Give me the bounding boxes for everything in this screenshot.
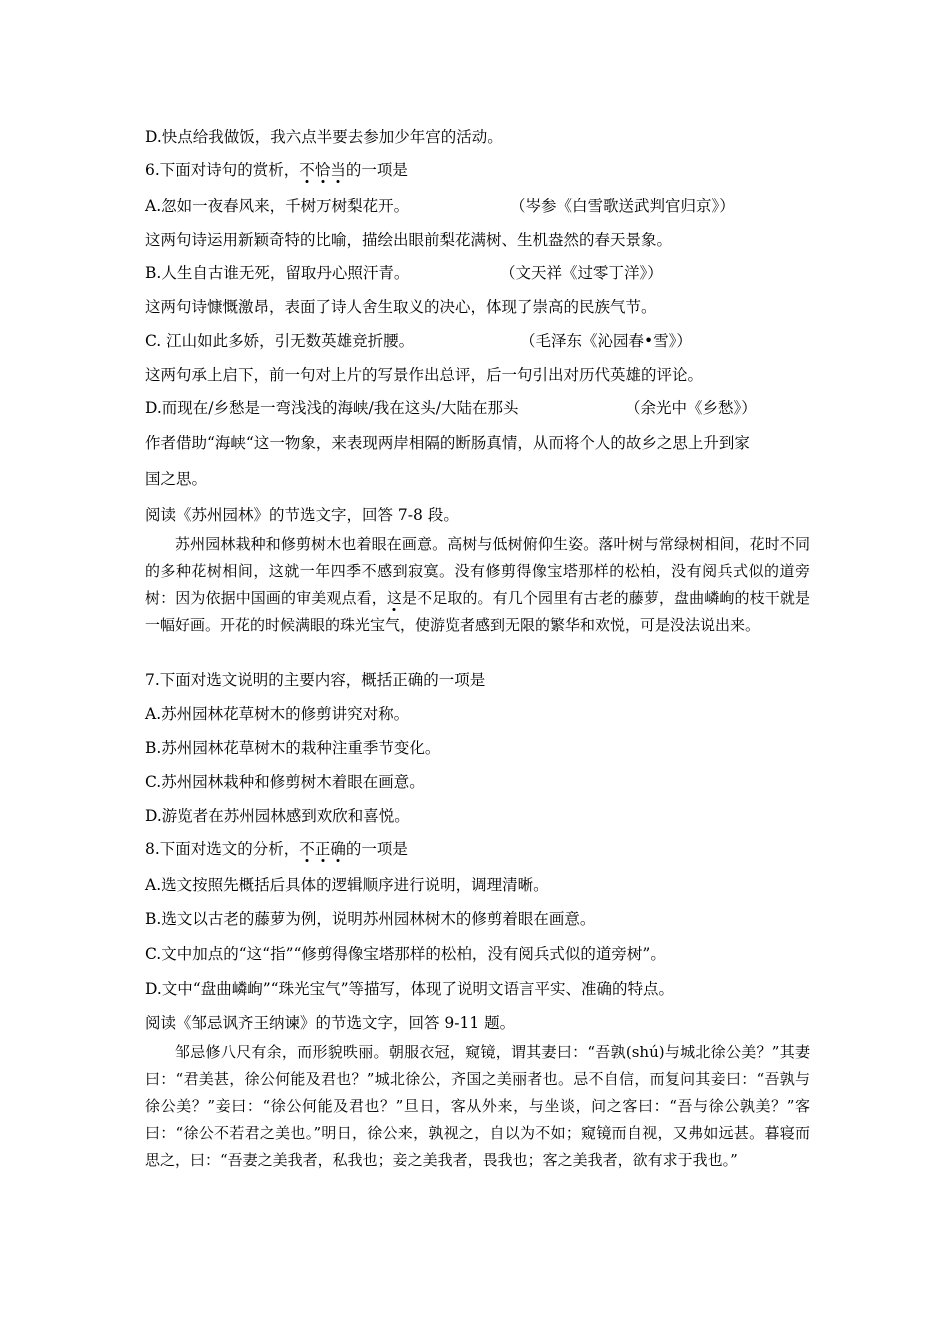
- q8-stem-suffix: 的一项是: [345, 840, 408, 858]
- q8-stem-emphasis-3: 确: [330, 840, 346, 858]
- reading1-passage-part-2: 是不足取的。有几个园里有古老的藤萝，盘曲嶙峋的枝干就是一幅好画。开花的时候满眼的珠光宝气，使游览者感到无限的繁华和欢悦，可是没法说出来。: [145, 589, 810, 634]
- reading1-passage: [145, 531, 810, 639]
- reading2-intro: 阅读《邹忌讽齐王纳谏》的节选文字，回答 9-11 题。: [145, 1014, 516, 1032]
- q6-option-b: [145, 263, 663, 283]
- q6-stem-emphasis-2: 恰: [314, 161, 331, 179]
- reading1-passage-part-1: 苏州园林栽种和修剪树木也着眼在画意。高树与低树俯仰生姿。落叶树与常绿树相间，花时不同的多种花树相间，这就一年四季不感到寂寞。没有修剪得像宝塔那样的松柏，没有阅兵式似的道旁树：因为依据中国画的审美观点看，: [145, 535, 810, 607]
- q6-stem-emphasis-3: 当: [330, 161, 346, 179]
- q6-option-c-text: C. 江山如此多娇，引无数英雄竞折腰。: [145, 332, 415, 350]
- q7-option-c: C.苏州园林栽种和修剪树木着眼在画意。: [145, 773, 425, 791]
- q6-stem-suffix: 的一项是: [345, 161, 408, 179]
- q6-option-a-note: 这两句诗运用新颖奇特的比喻，描绘出眼前梨花满树、生机盎然的春天景象。: [145, 231, 673, 249]
- q6-option-d-note-line-1: 作者借助“海峡“这一物象，来表现两岸相隔的断肠真情，从而将个人的故乡之思上升到家: [145, 434, 750, 452]
- q8-option-b: B.选文以古老的藤萝为例，说明苏州园林树木的修剪着眼在画意。: [145, 910, 596, 928]
- q6-stem-prefix: 6.下面对诗句的赏析，: [145, 161, 300, 179]
- q6-option-d: [145, 398, 757, 418]
- q6-option-d-text: D.而现在/乡愁是一弯浅浅的海峡/我在这头/大陆在那头: [145, 399, 519, 417]
- q6-option-c-note: 这两句承上启下，前一句对上片的写景作出总评，后一句引出对历代英雄的评论。: [145, 366, 704, 384]
- q8-option-a: A.选文按照先概括后具体的逻辑顺序进行说明，调理清晰。: [145, 876, 549, 894]
- q6-option-d-note-line-2: 国之思。: [145, 470, 208, 488]
- q8-stem-emphasis-2: 正: [314, 840, 331, 858]
- q6-option-b-text: B.人生自古谁无死，留取丹心照汗青。: [145, 264, 410, 282]
- q8-stem-prefix: 8.下面对选文的分析，: [145, 840, 300, 858]
- q6-option-b-source: （文天祥《过零丁洋》）: [500, 264, 663, 282]
- q6-option-a-source: （岑参《白雪歌送武判官归京》）: [510, 197, 735, 215]
- q6-option-c: [145, 331, 692, 351]
- q6-option-a-text: A.忽如一夜春风来，千树万树梨花开。: [145, 197, 410, 215]
- q6-option-c-source: （毛泽东《沁园春•雪》）: [520, 332, 692, 350]
- q7-stem: 7.下面对选文说明的主要内容，概括正确的一项是: [145, 671, 486, 689]
- q7-option-a: A.苏州园林花草树木的修剪讲究对称。: [145, 705, 410, 723]
- reading1-passage-emphasis: 这: [386, 589, 402, 607]
- q6-option-d-source: （余光中《乡愁》）: [625, 399, 757, 417]
- reading1-intro: 阅读《苏州园林》的节选文字，回答 7-8 段。: [145, 506, 459, 524]
- q6-stem-emphasis-1: 不: [299, 161, 315, 179]
- q6-option-b-note: 这两句诗慷慨激昂，表面了诗人舍生取义的决心，体现了崇高的民族气节。: [145, 298, 657, 316]
- q7-option-b: B.苏州园林花草树木的栽种注重季节变化。: [145, 739, 441, 757]
- q8-stem-emphasis-1: 不: [299, 840, 315, 858]
- q6-option-a: [145, 196, 735, 216]
- q7-option-d: D.游览者在苏州园林感到欢欣和喜悦。: [145, 807, 410, 825]
- q8-option-d: D.文中“盘曲嶙峋”“珠光宝气”等描写，体现了说明文语言平实、准确的特点。: [145, 980, 675, 998]
- q8-option-c: C.文中加点的“这“指”“修剪得像宝塔那样的松柏，没有阅兵式似的道旁树”。: [145, 945, 666, 963]
- reading2-passage: 邹忌修八尺有余，而形貌昳丽。朝服衣冠，窥镜，谓其妻曰：“吾孰(shú)与城北徐公美？”其妻曰：“君美甚，徐公何能及君也？”城北徐公，齐国之美丽者也。忌不自信，而复问其妾曰：“吾孰与徐公美？”妾曰：“徐公何能及君也？”旦日，客从外来，与坐谈，问之客曰：“吾与徐公孰美？”客曰：“徐公不若君之美也。”明日，徐公来，孰视之，自以为不如；窥镜而自视，又弗如远甚。暮寝而思之，曰：“吾妻之美我者，私我也；妾之美我者，畏我也；客之美我者，欲有求于我也。”: [145, 1043, 810, 1169]
- q8-stem: [145, 839, 408, 859]
- q6-stem: [145, 160, 408, 180]
- q5-option-d: D.快点给我做饭，我六点半要去参加少年宫的活动。: [145, 128, 503, 146]
